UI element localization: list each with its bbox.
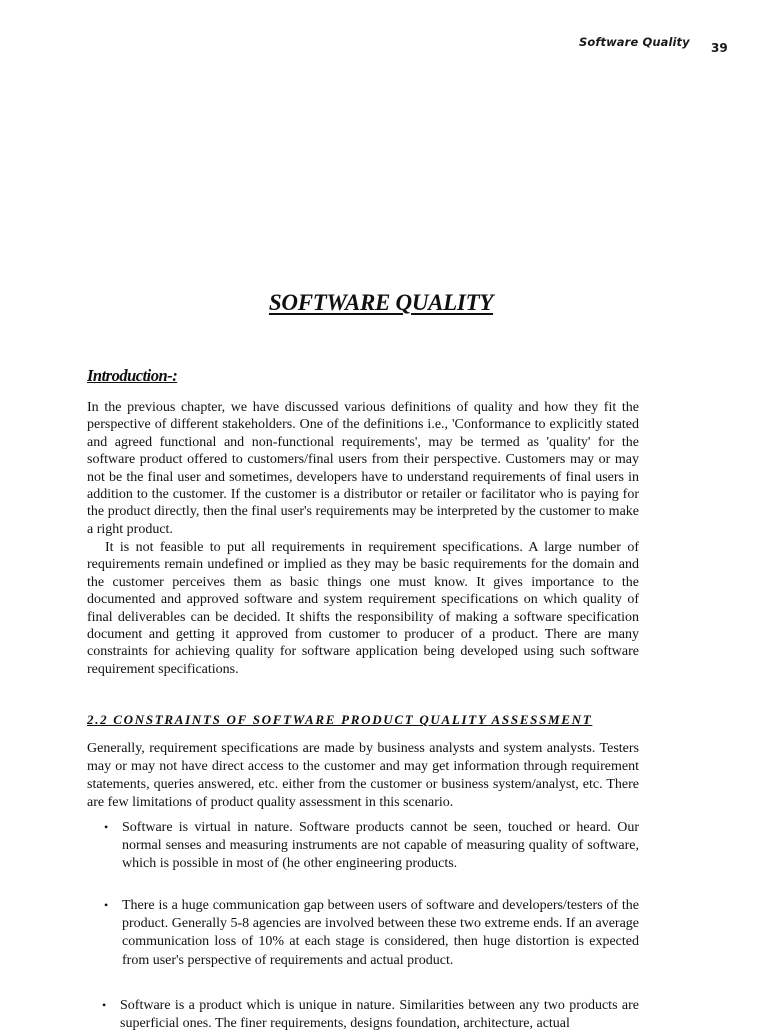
bullet-item-3: Software is a product which is unique in nature. Similarities between any two products are superficial ones. The finer requirements, designs foundation, architecture, actual	[120, 998, 639, 1032]
bullet-marker: •	[104, 820, 109, 834]
introduction-heading: Introduction-:	[87, 366, 178, 385]
section-heading: 2.2 CONSTRAINTS OF SOFTWARE PRODUCT QUALITY ASSESSMENT	[87, 712, 593, 727]
page-number: 39	[711, 41, 728, 55]
section-paragraph: Generally, requirement specifications are made by business analysts and system analysts. Testers may or may not have direct access to the customer and may get information through requirement statements, queries answered, etc. either from the customer or business system/analyst, etc. There are few limitations of product quality assessment in this scenario.	[87, 741, 639, 810]
bullet-item-2: There is a huge communication gap between users of software and developers/testers of the product. Generally 5-8 agencies are involved between these two extreme ends. If an average communication loss of 10% at each stage is considered, then huge distortion is expected from user's perspective of requirements and actual product.	[122, 898, 639, 968]
bullet-item-1: Software is virtual in nature. Software products cannot be seen, touched or heard. Our normal senses and measuring instruments are not capable of measuring quality of software, which is possible in most of (he other engineering products.	[122, 820, 639, 872]
introduction-paragraph-2: It is not feasible to put all requirements in requirement specifications. A large number of requirements remain undefined or implied as they may be basic requirements for the domain and the customer perceives them as basic things one must know. It gives importance to the documented and approved software and system requirement specifications on which quality of final deliverables can be decided. It shifts the responsibility of making a software specification document and getting it approved from customer to producer of a product. There are many constraints for achieving quality for software application being developed using such software requirement specifications.	[87, 540, 639, 677]
running-header: Software Quality	[579, 35, 690, 49]
introduction-paragraph-1: In the previous chapter, we have discussed various definitions of quality and how they fit the perspective of different stakeholders. One of the definitions i.e., 'Conformance to explicitly stated and agreed functional and non-functional requirements', may be termed as 'quality' for the software product offered to customers/final users from their perspective. Customers may or may not be the final user and sometimes, developers have to understand requirements of final users in addition to the customer. If the customer is a distributor or retailer or facilitator who is paying for the product directly, then the final user's requirements may be interpreted by the customer to make a right product.	[87, 400, 639, 537]
bullet-marker: •	[102, 998, 107, 1012]
bullet-marker: •	[104, 898, 109, 912]
chapter-title: SOFTWARE QUALITY	[268, 290, 494, 315]
